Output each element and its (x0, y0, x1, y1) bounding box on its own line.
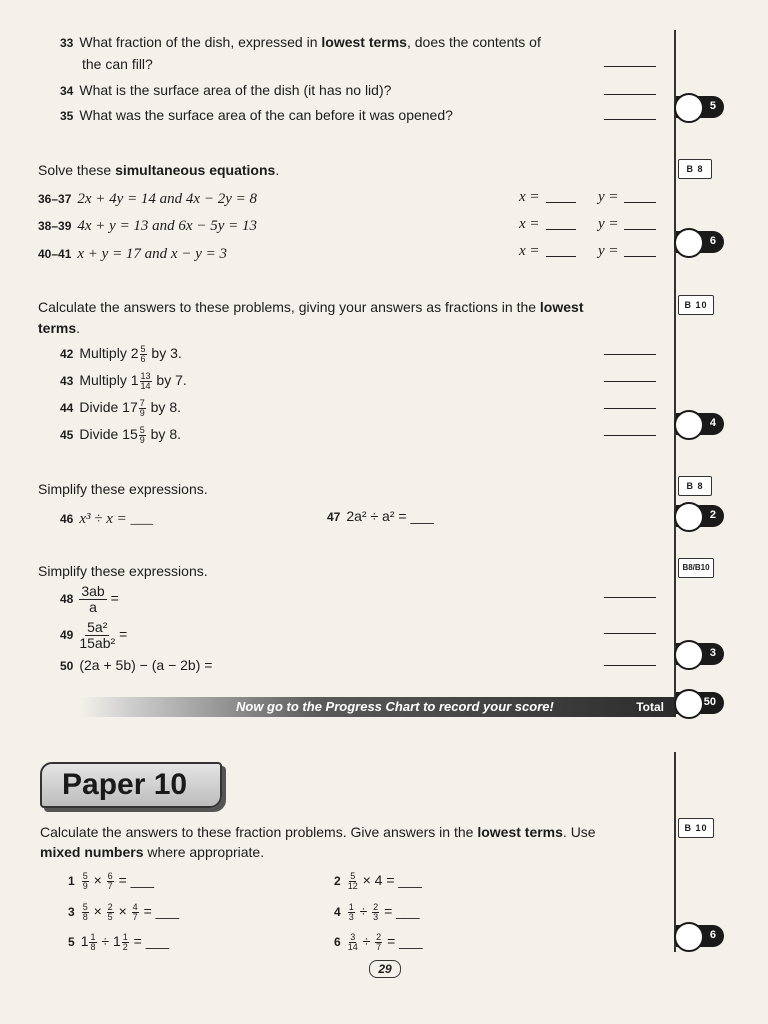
score-box-7: 6 (676, 925, 724, 947)
score-oval[interactable] (674, 922, 704, 952)
section-heading-simultaneous: Solve these simultaneous equations. (38, 162, 280, 178)
question-46: 46 x³ ÷ x = ___ (60, 511, 154, 527)
problem-6: 6 $\frac{3}{14}$ ÷ $\frac{2}{7}$ = ___ (334, 932, 423, 952)
answer-line-42[interactable] (604, 354, 656, 355)
progress-banner: Now go to the Progress Chart to record your score! Total (80, 697, 676, 717)
score-box-1: 5 (676, 96, 724, 118)
section-heading-simplify-2: Simplify these expressions. (38, 563, 208, 579)
y-label-38: y = (598, 216, 619, 232)
problem-2: 2 $\frac{5}{12}$ × 4 = ___ (334, 871, 422, 891)
margin-line-bottom (674, 752, 676, 952)
question-42: 42 Multiply 2 $\frac{5}{6}$ by 3. (60, 344, 182, 364)
score-oval[interactable] (674, 689, 704, 719)
book-icon: B 8 (678, 159, 712, 179)
book-icon: B 10 (678, 818, 714, 838)
section-heading-simplify-1: Simplify these expressions. (38, 481, 208, 497)
score-oval[interactable] (674, 502, 704, 532)
problem-1: 1 $\frac{5}{9}$ × $\frac{6}{7}$ = ___ (68, 871, 155, 891)
question-45: 45 Divide 15 $\frac{5}{9}$ by 8. (60, 425, 181, 445)
book-icon: B 8 (678, 476, 712, 496)
question-50: 50 (2a + 5b) − (a − 2b) = (60, 657, 213, 673)
score-oval[interactable] (674, 93, 704, 123)
question-36-37: 36–37 2x + 4y = 14 and 4x − 2y = 8 (38, 191, 257, 207)
problem-3: 3 $\frac{5}{8}$ × $\frac{2}{5}$ × $\frac{4}{7}$ = ___ (68, 902, 179, 922)
question-38-39: 38–39 4x + y = 13 and 6x − 5y = 13 (38, 218, 257, 234)
score-box-5: 3 (676, 643, 724, 665)
answer-line-49[interactable] (604, 633, 656, 634)
x-label-36: x = (519, 189, 540, 205)
answer-line-35[interactable] (604, 119, 656, 120)
x-label-40: x = (519, 243, 540, 259)
question-48: 48 $\frac{3ab}{a}$ = (60, 583, 119, 615)
question-43: 43 Multiply 1 $\frac{13}{14}$ by 7. (60, 371, 187, 391)
answer-line-48[interactable] (604, 597, 656, 598)
question-34: 34 What is the surface area of the dish (it has no lid)? (60, 82, 392, 98)
page-number: 29 (369, 960, 401, 978)
book-icon: B8/B10 (678, 558, 714, 578)
margin-line-top (674, 30, 676, 698)
score-oval[interactable] (674, 228, 704, 258)
question-33-line2: the can fill? (82, 56, 153, 72)
answer-line-45[interactable] (604, 435, 656, 436)
paper-title-box: Paper 10 (40, 762, 222, 808)
x-answer-36[interactable] (546, 202, 576, 203)
question-44: 44 Divide 17 $\frac{7}{9}$ by 8. (60, 398, 181, 418)
problem-5: 5 1 $\frac{1}{8}$ ÷ 1 $\frac{1}{2}$ = ___ (68, 932, 170, 952)
question-49: 49 $\frac{\text{5a²}}{\text{15ab²}}$ = (60, 619, 128, 651)
y-answer-40[interactable] (624, 256, 656, 257)
question-35: 35 What was the surface area of the can before it was opened? (60, 107, 453, 123)
answer-line-43[interactable] (604, 381, 656, 382)
answer-line-50[interactable] (604, 665, 656, 666)
question-40-41: 40–41 x + y = 17 and x − y = 3 (38, 246, 227, 262)
problem-4: 4 $\frac{1}{3}$ ÷ $\frac{2}{3}$ = ___ (334, 902, 420, 922)
y-answer-36[interactable] (624, 202, 656, 203)
y-label-40: y = (598, 243, 619, 259)
y-label-36: y = (598, 189, 619, 205)
question-33: 33 What fraction of the dish, expressed in lowest terms, does the contents of (60, 34, 541, 50)
total-score-box: 50 (676, 692, 724, 714)
x-answer-38[interactable] (546, 229, 576, 230)
score-oval[interactable] (674, 410, 704, 440)
score-box-3: 4 (676, 413, 724, 435)
section-heading-fractions: Calculate the answers to these problems, giving your answers as fractions in the lowest terms. (38, 299, 584, 336)
question-47: 47 2a² ÷ a² = ___ (327, 508, 434, 524)
score-oval[interactable] (674, 640, 704, 670)
score-box-4: 2 (676, 505, 724, 527)
answer-line-33[interactable] (604, 66, 656, 67)
score-box-2: 6 (676, 231, 724, 253)
y-answer-38[interactable] (624, 229, 656, 230)
book-icon: B 10 (678, 295, 714, 315)
x-answer-40[interactable] (546, 256, 576, 257)
x-label-38: x = (519, 216, 540, 232)
answer-line-44[interactable] (604, 408, 656, 409)
answer-line-34[interactable] (604, 94, 656, 95)
paper-10-intro: Calculate the answers to these fraction problems. Give answers in the lowest terms. Use mixed numbers where appropriate. (40, 824, 596, 860)
